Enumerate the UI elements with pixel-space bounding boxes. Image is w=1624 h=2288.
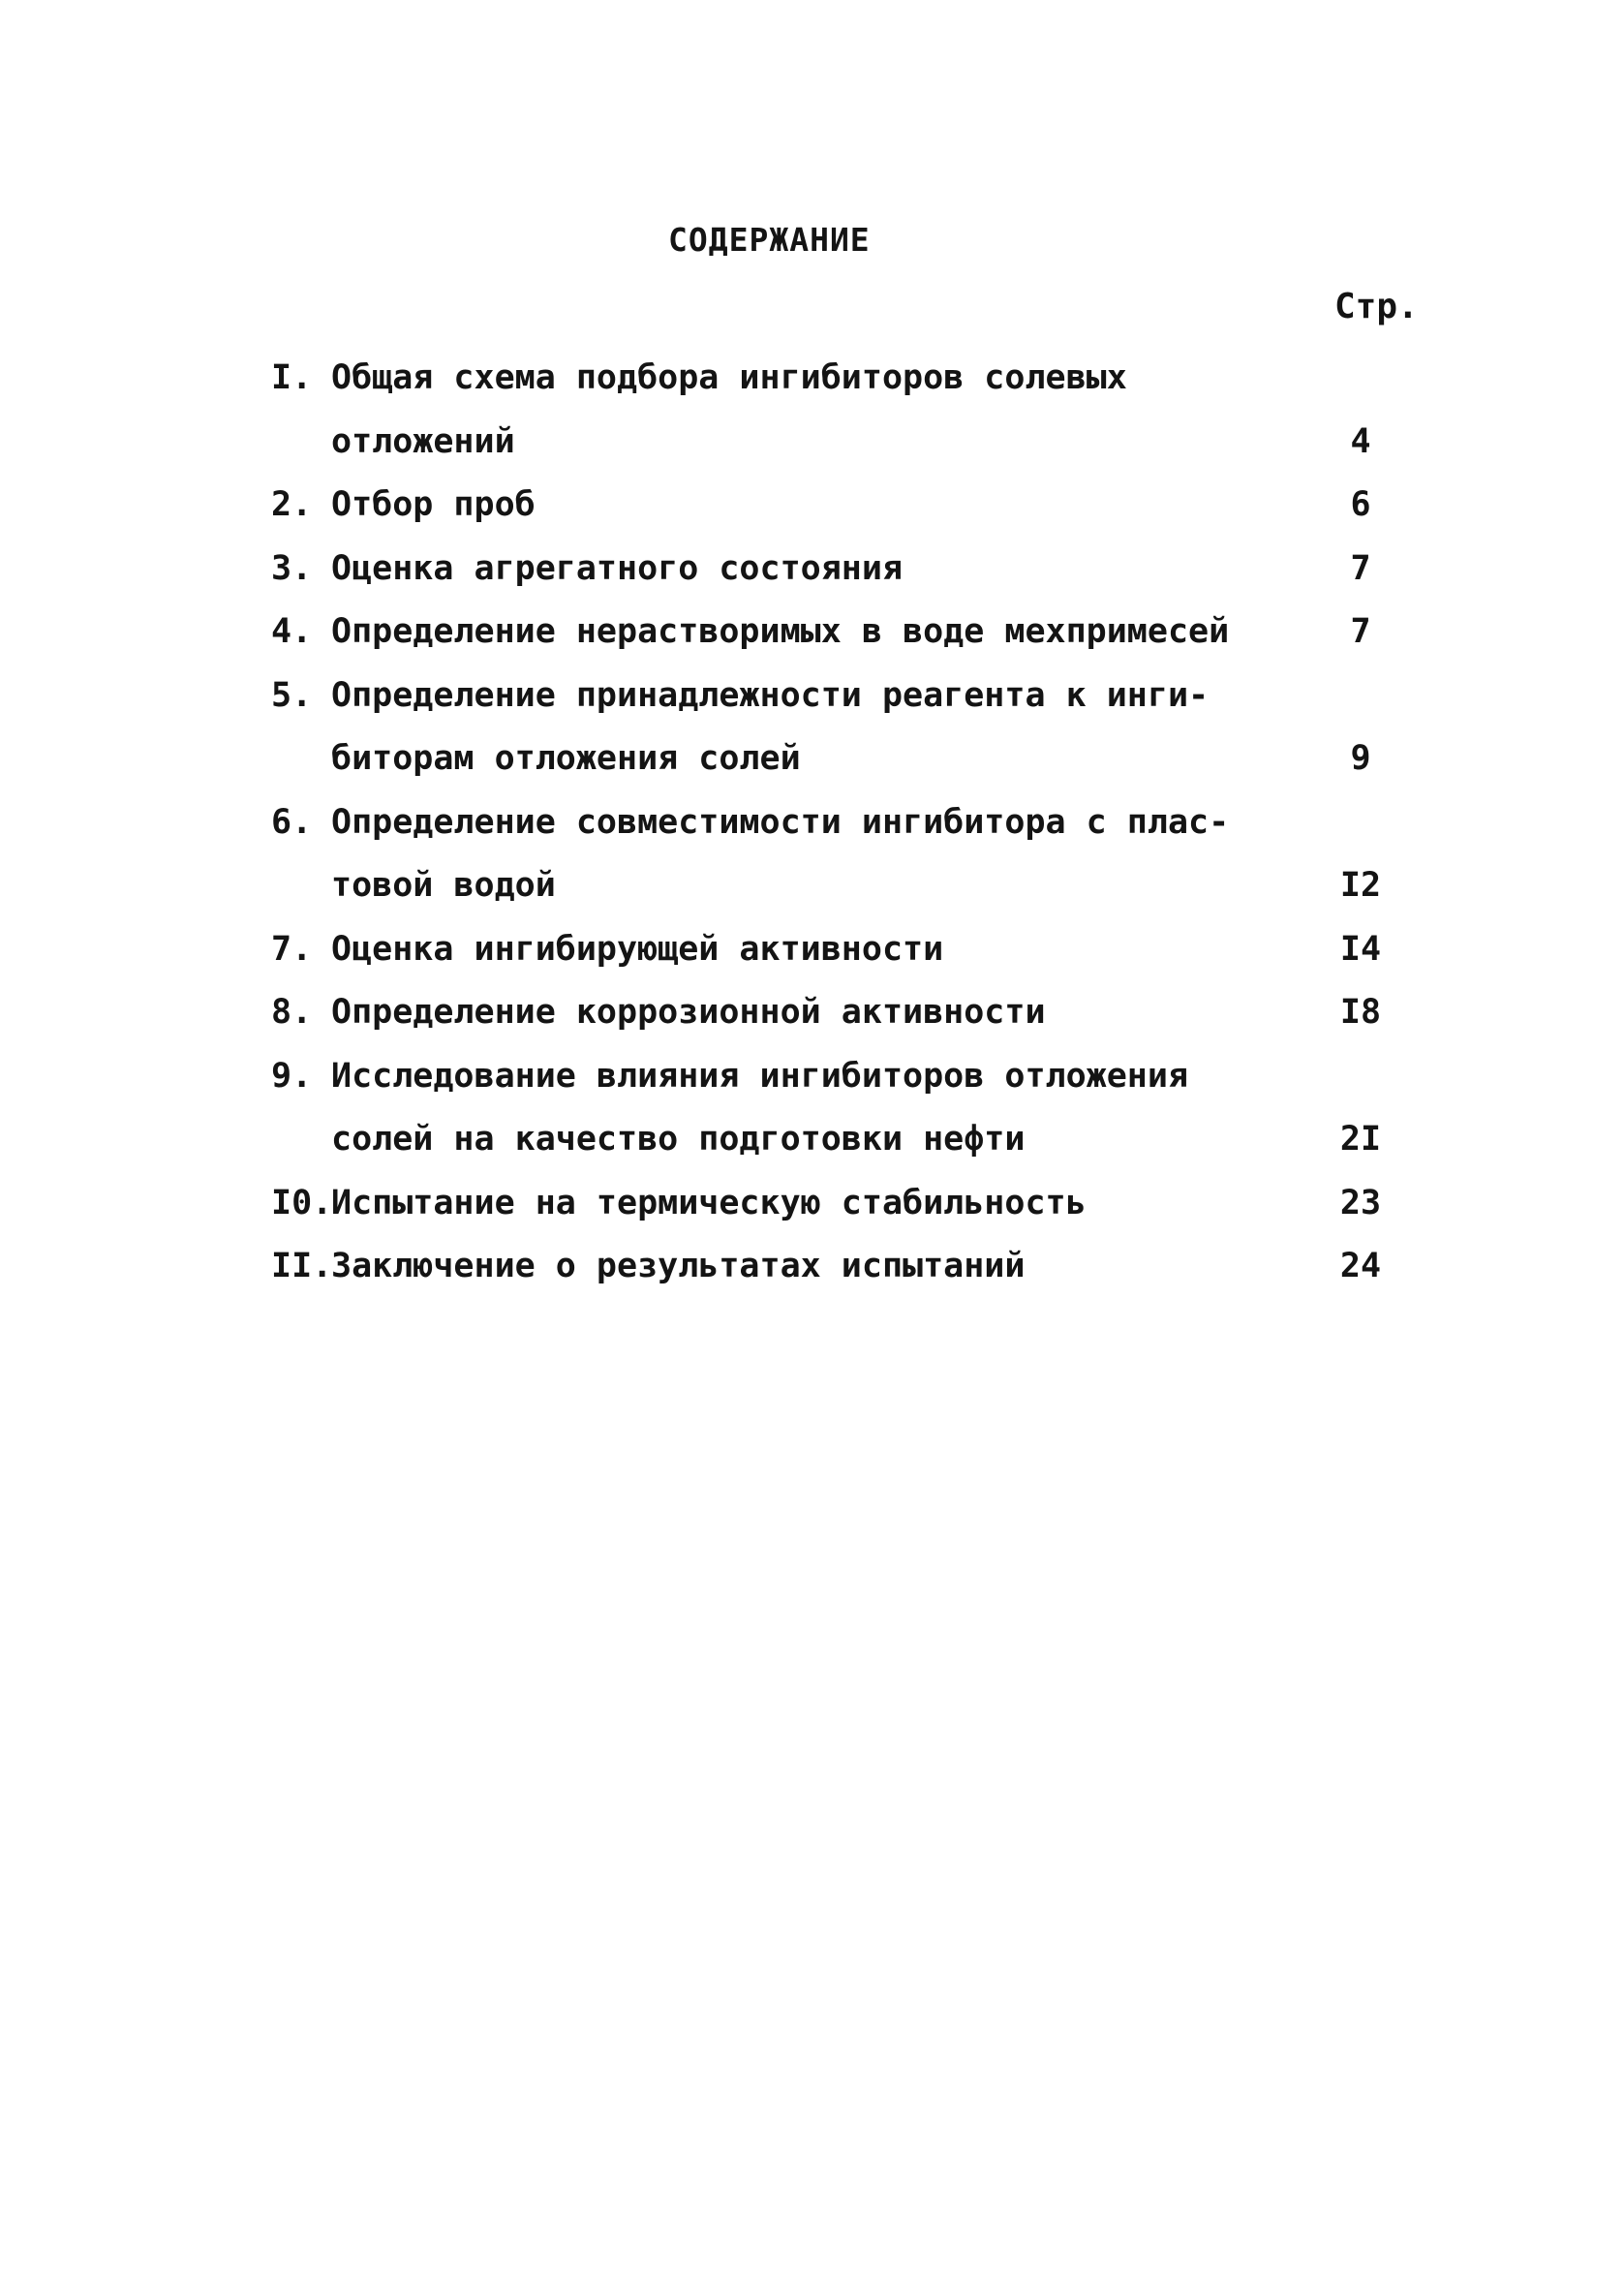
toc-entry-page: I8	[1339, 993, 1382, 1032]
toc-entry-text: Определение коррозионной активности	[331, 993, 1046, 1032]
toc-entry-number: 7.	[271, 929, 313, 969]
toc-entry-7	[271, 918, 1385, 982]
toc-entry-number: 5.	[271, 675, 313, 715]
toc-entry-page: 24	[1339, 1247, 1382, 1285]
toc-entry-5-line2	[271, 727, 1385, 791]
toc-entry-number: II.	[271, 1247, 333, 1285]
table-of-contents	[271, 347, 1385, 1299]
toc-entry-5-line1	[271, 665, 1385, 728]
page-title: СОДЕРЖАНИЕ	[668, 221, 871, 259]
toc-entry-text: Отбор проб	[331, 485, 536, 524]
toc-entry-text: биторам отложения солей	[331, 739, 801, 778]
toc-entry-number: I.	[271, 358, 313, 397]
toc-entry-page: 7	[1350, 612, 1371, 651]
toc-entry-number: 8.	[271, 993, 313, 1032]
toc-entry-1-line2	[271, 411, 1385, 475]
toc-entry-1-line1	[271, 347, 1385, 411]
toc-entry-text: Общая схема подбора ингибиторов солевых	[331, 358, 1127, 397]
page-column-header: Стр.	[1334, 287, 1419, 326]
toc-entry-text: Определение принадлежности реагента к инги-	[331, 675, 1210, 715]
toc-entry-number: I0.	[271, 1183, 333, 1222]
toc-entry-page: I2	[1339, 866, 1382, 905]
toc-entry-6-line1	[271, 791, 1385, 855]
toc-entry-3	[271, 538, 1385, 602]
toc-entry-page: 9	[1350, 739, 1371, 778]
toc-entry-text: Испытание на термическую стабильность	[331, 1183, 1087, 1222]
toc-entry-4	[271, 601, 1385, 665]
toc-entry-text: Определение нерастворимых в воде мехпримесей	[331, 612, 1230, 651]
toc-entry-page: I4	[1339, 929, 1382, 969]
toc-entry-number: 9.	[271, 1056, 313, 1096]
toc-entry-6-line2	[271, 854, 1385, 918]
toc-entry-number: 4.	[271, 612, 313, 651]
toc-entry-text: Исследование влияния ингибиторов отложения	[331, 1056, 1189, 1096]
toc-entry-2	[271, 474, 1385, 538]
toc-entry-page: 23	[1339, 1183, 1382, 1222]
toc-entry-number: 2.	[271, 485, 313, 524]
toc-entry-9-line1	[271, 1045, 1385, 1109]
toc-entry-text: Оценка ингибирующей активности	[331, 929, 944, 969]
toc-entry-text: Оценка агрегатного состояния	[331, 548, 904, 588]
toc-entry-page: 7	[1350, 548, 1371, 588]
toc-entry-number: 6.	[271, 802, 313, 842]
toc-entry-8	[271, 981, 1385, 1045]
toc-entry-page: 6	[1350, 485, 1371, 524]
toc-entry-text: товой водой	[331, 866, 556, 905]
toc-entry-text: отложений	[331, 421, 515, 461]
toc-entry-text: Заключение о результатах испытаний	[331, 1247, 1026, 1285]
toc-entry-number: 3.	[271, 548, 313, 588]
toc-entry-9-line2	[271, 1108, 1385, 1172]
toc-entry-text: Определение совместимости ингибитора с плас-	[331, 802, 1230, 842]
toc-entry-page: 2I	[1339, 1120, 1382, 1159]
toc-entry-text: солей на качество подготовки нефти	[331, 1120, 1026, 1159]
toc-entry-11	[271, 1235, 1385, 1299]
toc-entry-10	[271, 1172, 1385, 1236]
toc-entry-page: 4	[1350, 421, 1371, 461]
